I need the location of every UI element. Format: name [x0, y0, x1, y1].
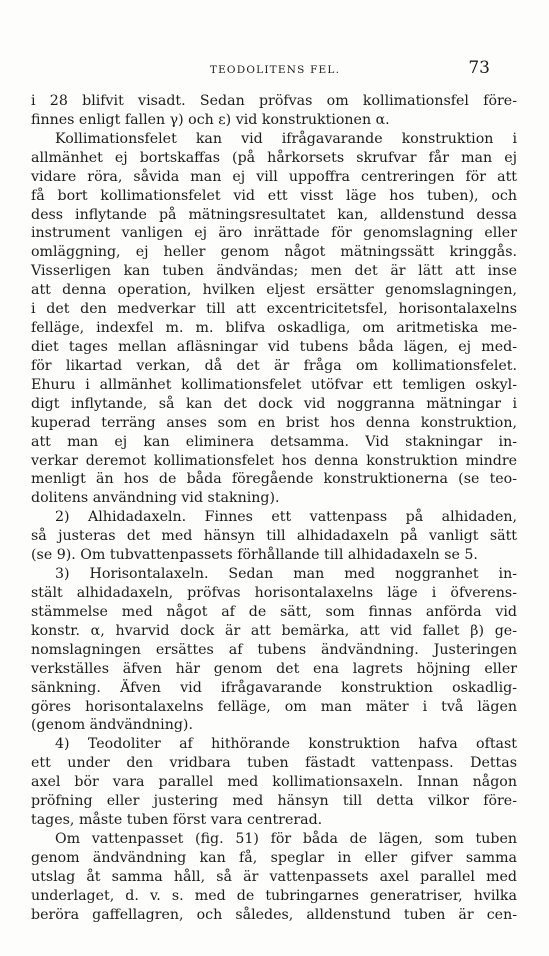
text-line: konstr. α, hvarvid dock är att bemärka, att vid fallet β) ge- — [31, 622, 517, 639]
text-line: 2) Alhidadaxeln. Finnes ett vattenpass på alhidaden, — [55, 509, 517, 526]
text-line: underlaget, d. v. s. med de tubringarnes generatriser, hvilka — [31, 887, 517, 904]
text-line: göres horisontalaxelns felläge, om man mäter i två lägen — [31, 698, 517, 715]
text-line: för likartad verkan, då det är fråga om kollimationsfelet. — [31, 357, 517, 374]
text-line: allmänhet ej bortskaffas (på hårkorsets skrufvar får man ej — [31, 149, 517, 166]
text-line: ett under den vridbara tuben fästadt vattenpass. Dettas — [31, 755, 517, 772]
text-line: att man ej kan eliminera detsamma. Vid stakningar in- — [31, 433, 517, 450]
text-line: 4) Teodoliter af hithörande konstruktion hafva oftast — [55, 736, 517, 753]
text-line: verkar deremot kollimationsfelet hos denna konstruktion mindre — [31, 452, 517, 469]
text-line: felläge, indexfel m. m. blifva oskadliga, om aritmetiska me- — [31, 320, 517, 337]
text-line: sänkning. Äfven vid ifrågavarande konstruktion oskadlig- — [31, 679, 517, 696]
text-line: Om vattenpasset (fig. 51) för båda de lägen, som tuben — [55, 830, 517, 847]
text-line: dolitens användning vid stakning). — [31, 490, 280, 507]
text-line: (genom ändvändning). — [31, 717, 193, 734]
text-line: tages, måste tuben först vara centrerad. — [31, 812, 323, 829]
text-line: i 28 blifvit visadt. Sedan pröfvas om kollimationsfel före- — [31, 93, 517, 109]
running-title: TEODOLITENS FEL. — [209, 64, 341, 76]
text-line: dess inflytande på mätningsresultatet kan, alldenstund dessa — [31, 206, 517, 223]
text-line: att denna operation, hvilken eljest ersätter genomslagningen, — [31, 282, 517, 299]
text-line: diet tages mellan afläsningar vid tubens båda lägen, ej med- — [31, 338, 517, 355]
text-line: genom ändvändning kan få, speglar in eller gifver samma — [31, 849, 517, 866]
text-line: i det den medverkar till att excentricitetsfel, horisontalaxelns — [31, 301, 517, 318]
text-line: Visserligen kan tuben ändvändas; men det är lätt att inse — [31, 263, 517, 280]
text-line: instrument vanligen ej äro inrättade för genomslagning eller — [31, 225, 517, 242]
text-line: digt inflytande, så kan det dock vid noggranna mätningar i — [31, 395, 517, 412]
text-line: menligt än hos de båda föregående konstruktionerna (se teo- — [31, 471, 517, 488]
text-line: pröfning eller justering med hänsyn till detta vilkor före- — [31, 793, 517, 810]
page-number: 73 — [468, 58, 490, 78]
text-line: finnes enligt fallen γ) och ε) vid konstruktionen α. — [31, 111, 390, 128]
text-line: vidare röra, såvida man ej vill uppoffra centreringen för att — [31, 168, 517, 185]
text-line: nomslagningen ersättes af tubens ändvändning. Justeringen — [31, 641, 517, 658]
text-line: Kollimationsfelet kan vid ifrågavarande konstruktion i — [55, 130, 517, 147]
text-line: utslag åt samma håll, så är vattenpassets axel parallel med — [31, 868, 517, 885]
text-line: Ehuru i allmänhet kollimationsfelet utöfvar ett temligen oskyl- — [31, 376, 517, 393]
body-text — [31, 92, 517, 925]
text-line: stämmelse med något af de sätt, som finnas anförda vid — [31, 603, 517, 620]
text-line: beröra gaffellagren, och således, alldenstund tuben är cen- — [31, 906, 517, 923]
text-line: 3) Horisontalaxeln. Sedan man med noggranhet in- — [55, 566, 517, 583]
page-header — [30, 58, 520, 84]
text-line: så justeras det med hänsyn till alhidadaxeln på vanligt sätt — [31, 528, 517, 545]
text-line: kuperad terräng anses som en brist hos denna konstruktion, — [31, 414, 517, 431]
text-line: omläggning, ej heller genom något mätningssätt kringgås. — [31, 244, 517, 261]
text-line: axel bör vara parallel med kollimationsaxeln. Innan någon — [31, 774, 517, 791]
text-line: verkställes äfven här genom det ena lagrets höjning eller — [31, 660, 517, 677]
text-line: få bort kollimationsfelet vid ett visst läge hos tuben), och — [31, 187, 517, 204]
text-line: (se 9). Om tubvattenpassets förhållande till alhidadaxeln se 5. — [31, 547, 478, 564]
text-line: stält alhidadaxeln, pröfvas horisontalaxelns läge i öfverens- — [31, 584, 517, 601]
